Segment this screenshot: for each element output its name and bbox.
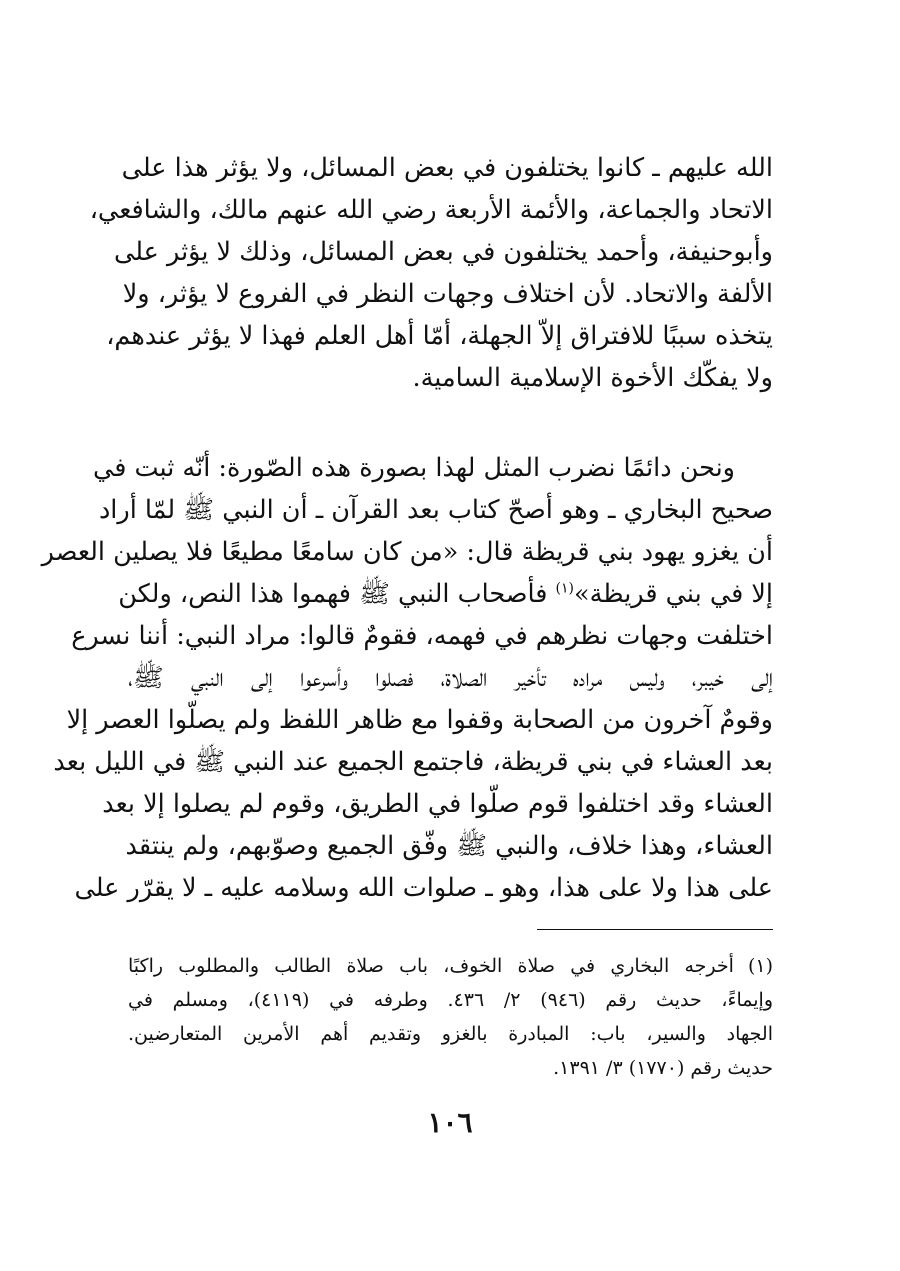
text-line: الألفة والاتحاد. لأن اختلاف وجهات النظر في الفروع لا يؤثر، ولا [122,279,773,309]
footnote-line: وإيماءً، حديث رقم (٩٤٦) ٢/ ٤٣٦. وطرفه في (٤١١٩)، ومسلم في [128,989,773,1011]
text-line: يتخذه سببًا للافتراق إلاّ الجهلة، أمّا أهل العلم فهذا لا يؤثر عندهم، [106,321,773,351]
text-line: العشاء، وهذا خلاف، والنبي ﷺ وفّق الجميع وصوّبهم، ولم ينتقد [125,831,773,861]
text-line-content: فأصحاب النبي ﷺ فهموا هذا النص، ولكن [118,579,548,609]
paragraph-1 [89,147,773,399]
text-line: أن يغزو يهود بني قريظة قال: «من كان سامعًا مطيعًا فلا يصلين العصر [41,537,773,567]
text-line: اختلفت وجهات نظرهم في فهمه، فقومٌ قالوا: مراد النبي: أننا نسرع [71,621,773,651]
text-line-content: ونحن دائمًا نضرب المثل لهذا بصورة هذه الصّورة: أنّه ثبت في [92,453,735,483]
text-line: الله عليهم ـ كانوا يختلفون في بعض المسائل، ولا يؤثر هذا على [121,153,773,183]
footnote-line: حديث رقم (١٧٧٠) ٣/ ١٣٩١. [553,1057,773,1079]
text-line: وأبوحنيفة، وأحمد يختلفون في بعض المسائل، وذلك لا يؤثر على [113,237,773,267]
text-line: ولا يفكّك الأخوة الإسلامية السامية. [412,363,773,393]
text-line: على هذا ولا على هذا، وهو ـ صلوات الله وسلامه عليه ـ لا يقرّر على [74,873,773,903]
text-line: وقومٌ آخرون من الصحابة وقفوا مع ظاهر اللفظ ولم يصلّوا العصر إلا [66,705,773,735]
footnote-number: (١) [747,955,773,977]
text-line-with-footnote [118,573,773,615]
text-line: الاتحاد والجماعة، والأئمة الأربعة رضي الله عنهم مالك، والشافعي، [89,195,773,225]
page-number: ١٠٦ [427,1106,473,1139]
text-line: العشاء وقد اختلفوا قوم صلّوا في الطريق، وقوم لم يصلوا إلا بعد [102,789,773,819]
text-line: صحيح البخاري ـ وهو أصحّ كتاب بعد القرآن ـ أن النبي ﷺ لمّا أراد [98,495,773,525]
paragraph-2 [41,447,773,909]
footnote-separator [537,929,773,930]
footnote-line: الجهاد والسير، باب: المبادرة بالغزو وتقديم أهم الأمرين المتعارضين. [128,1023,773,1045]
footnote-line [128,949,773,983]
quote-end: إلا في بني قريظة» [574,579,773,609]
text-line: إلى خيبر، وليس مراده تأخير الصلاة، فصلوا وأسرعوا إلى النبي ﷺ، [128,663,773,693]
text-line-indented [92,447,773,489]
footnote [128,949,773,1085]
footnote-text: أخرجه البخاري في صلاة الخوف، باب صلاة الطالب والمطلوب راكبًا [128,955,734,977]
text-line: بعد العشاء في بني قريظة، فاجتمع الجميع عند النبي ﷺ في الليل بعد [53,747,773,777]
footnote-reference[interactable]: (١) [555,580,575,597]
